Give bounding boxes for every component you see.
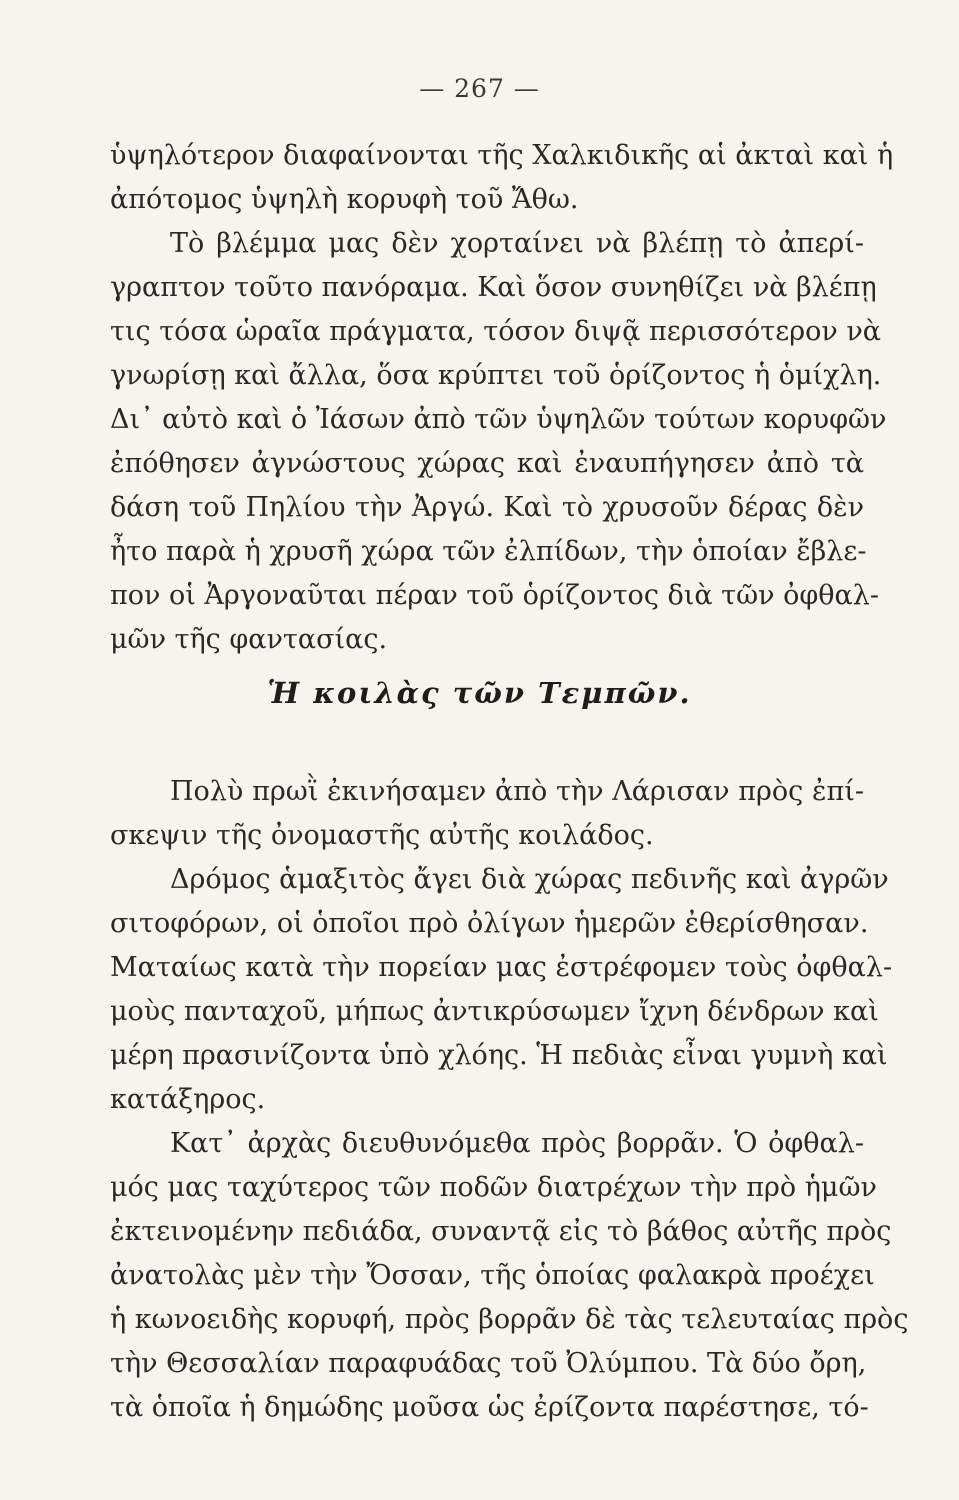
- text-line: Δι᾽ αὐτὸ καὶ ὁ Ἰάσων ἀπὸ τῶν ὑψηλῶν τούτων κορυφῶν: [110, 404, 887, 435]
- text-line: Κατ᾽ ἀρχὰς διευθυνόμεθα πρὸς βορρᾶν. Ὁ ὀφθαλ-: [170, 1128, 864, 1159]
- text-line: ἀνατολὰς μὲν τὴν Ὄσσαν, τῆς ὁποίας φαλακρὰ προέχει: [110, 1260, 875, 1291]
- text-line: ἡ κωνοειδὴς κορυφή, πρὸς βορρᾶν δὲ τὰς τελευταίας πρὸς: [110, 1304, 909, 1335]
- text-line: μός μας ταχύτερος τῶν ποδῶν διατρέχων τὴν πρὸ ἡμῶν: [110, 1172, 877, 1203]
- text-line: Τὸ βλέμμα μας δὲν χορταίνει νὰ βλέπῃ τὸ ἀπερί-: [170, 228, 864, 259]
- text-line: Ματαίως κατὰ τὴν πορείαν μας ἐστρέφομεν τοὺς ὀφθαλ-: [110, 952, 893, 983]
- text-line: ἐκτεινομένην πεδιάδα, συναντᾷ εἰς τὸ βάθος αὐτῆς πρὸς: [110, 1216, 892, 1247]
- text-line: δάση τοῦ Πηλίου τὴν Ἀργώ. Καὶ τὸ χρυσοῦν δέρας δὲν: [110, 492, 864, 523]
- text-line: μῶν τῆς φαντασίας.: [110, 624, 388, 655]
- text-line: τις τόσα ὡραῖα πράγματα, τόσον διψᾷ περισσότερον νὰ: [110, 316, 882, 347]
- text-line: πον οἱ Ἀργοναῦται πέραν τοῦ ὁρίζοντος διὰ τῶν ὀφθαλ-: [110, 580, 880, 611]
- text-line: ἀπότομος ὑψηλὴ κορυφὴ τοῦ Ἄθω.: [110, 184, 579, 215]
- text-line: Δρόμος ἁμαξιτὸς ἄγει διὰ χώρας πεδινῆς καὶ ἀγρῶν: [170, 864, 889, 895]
- text-line: μοὺς πανταχοῦ, μήπως ἀντικρύσωμεν ἴχνη δένδρων καὶ: [110, 996, 879, 1027]
- text-line: μέρη πρασινίζοντα ὑπὸ χλόης. Ἡ πεδιὰς εἶναι γυμνὴ καὶ: [110, 1040, 888, 1071]
- section-heading: Ἡ κοιλὰς τῶν Τεμπῶν.: [267, 676, 692, 710]
- text-line: σκεψιν τῆς ὀνομαστῆς αὐτῆς κοιλάδος.: [110, 820, 654, 851]
- text-line: τὴν Θεσσαλίαν παραφυάδας τοῦ Ὀλύμπου. Τὰ δύο ὄρη,: [110, 1348, 867, 1379]
- text-line: κατάξηρος.: [110, 1084, 266, 1115]
- text-line: ἐπόθησεν ἀγνώστους χώρας καὶ ἐναυπήγησεν ἀπὸ τὰ: [110, 448, 864, 479]
- text-line: ὑψηλότερον διαφαίνονται τῆς Χαλκιδικῆς αἱ ἀκταὶ καὶ ἡ: [110, 140, 894, 171]
- text-line: γραπτον τοῦτο πανόραμα. Καὶ ὅσον συνηθίζει νὰ βλέπῃ: [110, 272, 877, 303]
- text-line: Πολὺ πρωῒ ἐκινήσαμεν ἀπὸ τὴν Λάρισαν πρὸς ἐπί-: [170, 776, 864, 807]
- text-line: ἦτο παρὰ ἡ χρυσῆ χώρα τῶν ἐλπίδων, τὴν ὁποίαν ἔβλε-: [110, 536, 867, 567]
- text-line: τὰ ὁποῖα ἡ δημώδης μοῦσα ὡς ἐρίζοντα παρέστησε, τό-: [110, 1392, 869, 1423]
- text-line: γνωρίσῃ καὶ ἄλλα, ὅσα κρύπτει τοῦ ὁρίζοντος ἡ ὁμίχλη.: [110, 360, 882, 391]
- text-line: σιτοφόρων, οἱ ὁποῖοι πρὸ ὀλίγων ἡμερῶν ἐθερίσθησαν.: [110, 908, 869, 939]
- page-number: — 267 —: [419, 74, 540, 103]
